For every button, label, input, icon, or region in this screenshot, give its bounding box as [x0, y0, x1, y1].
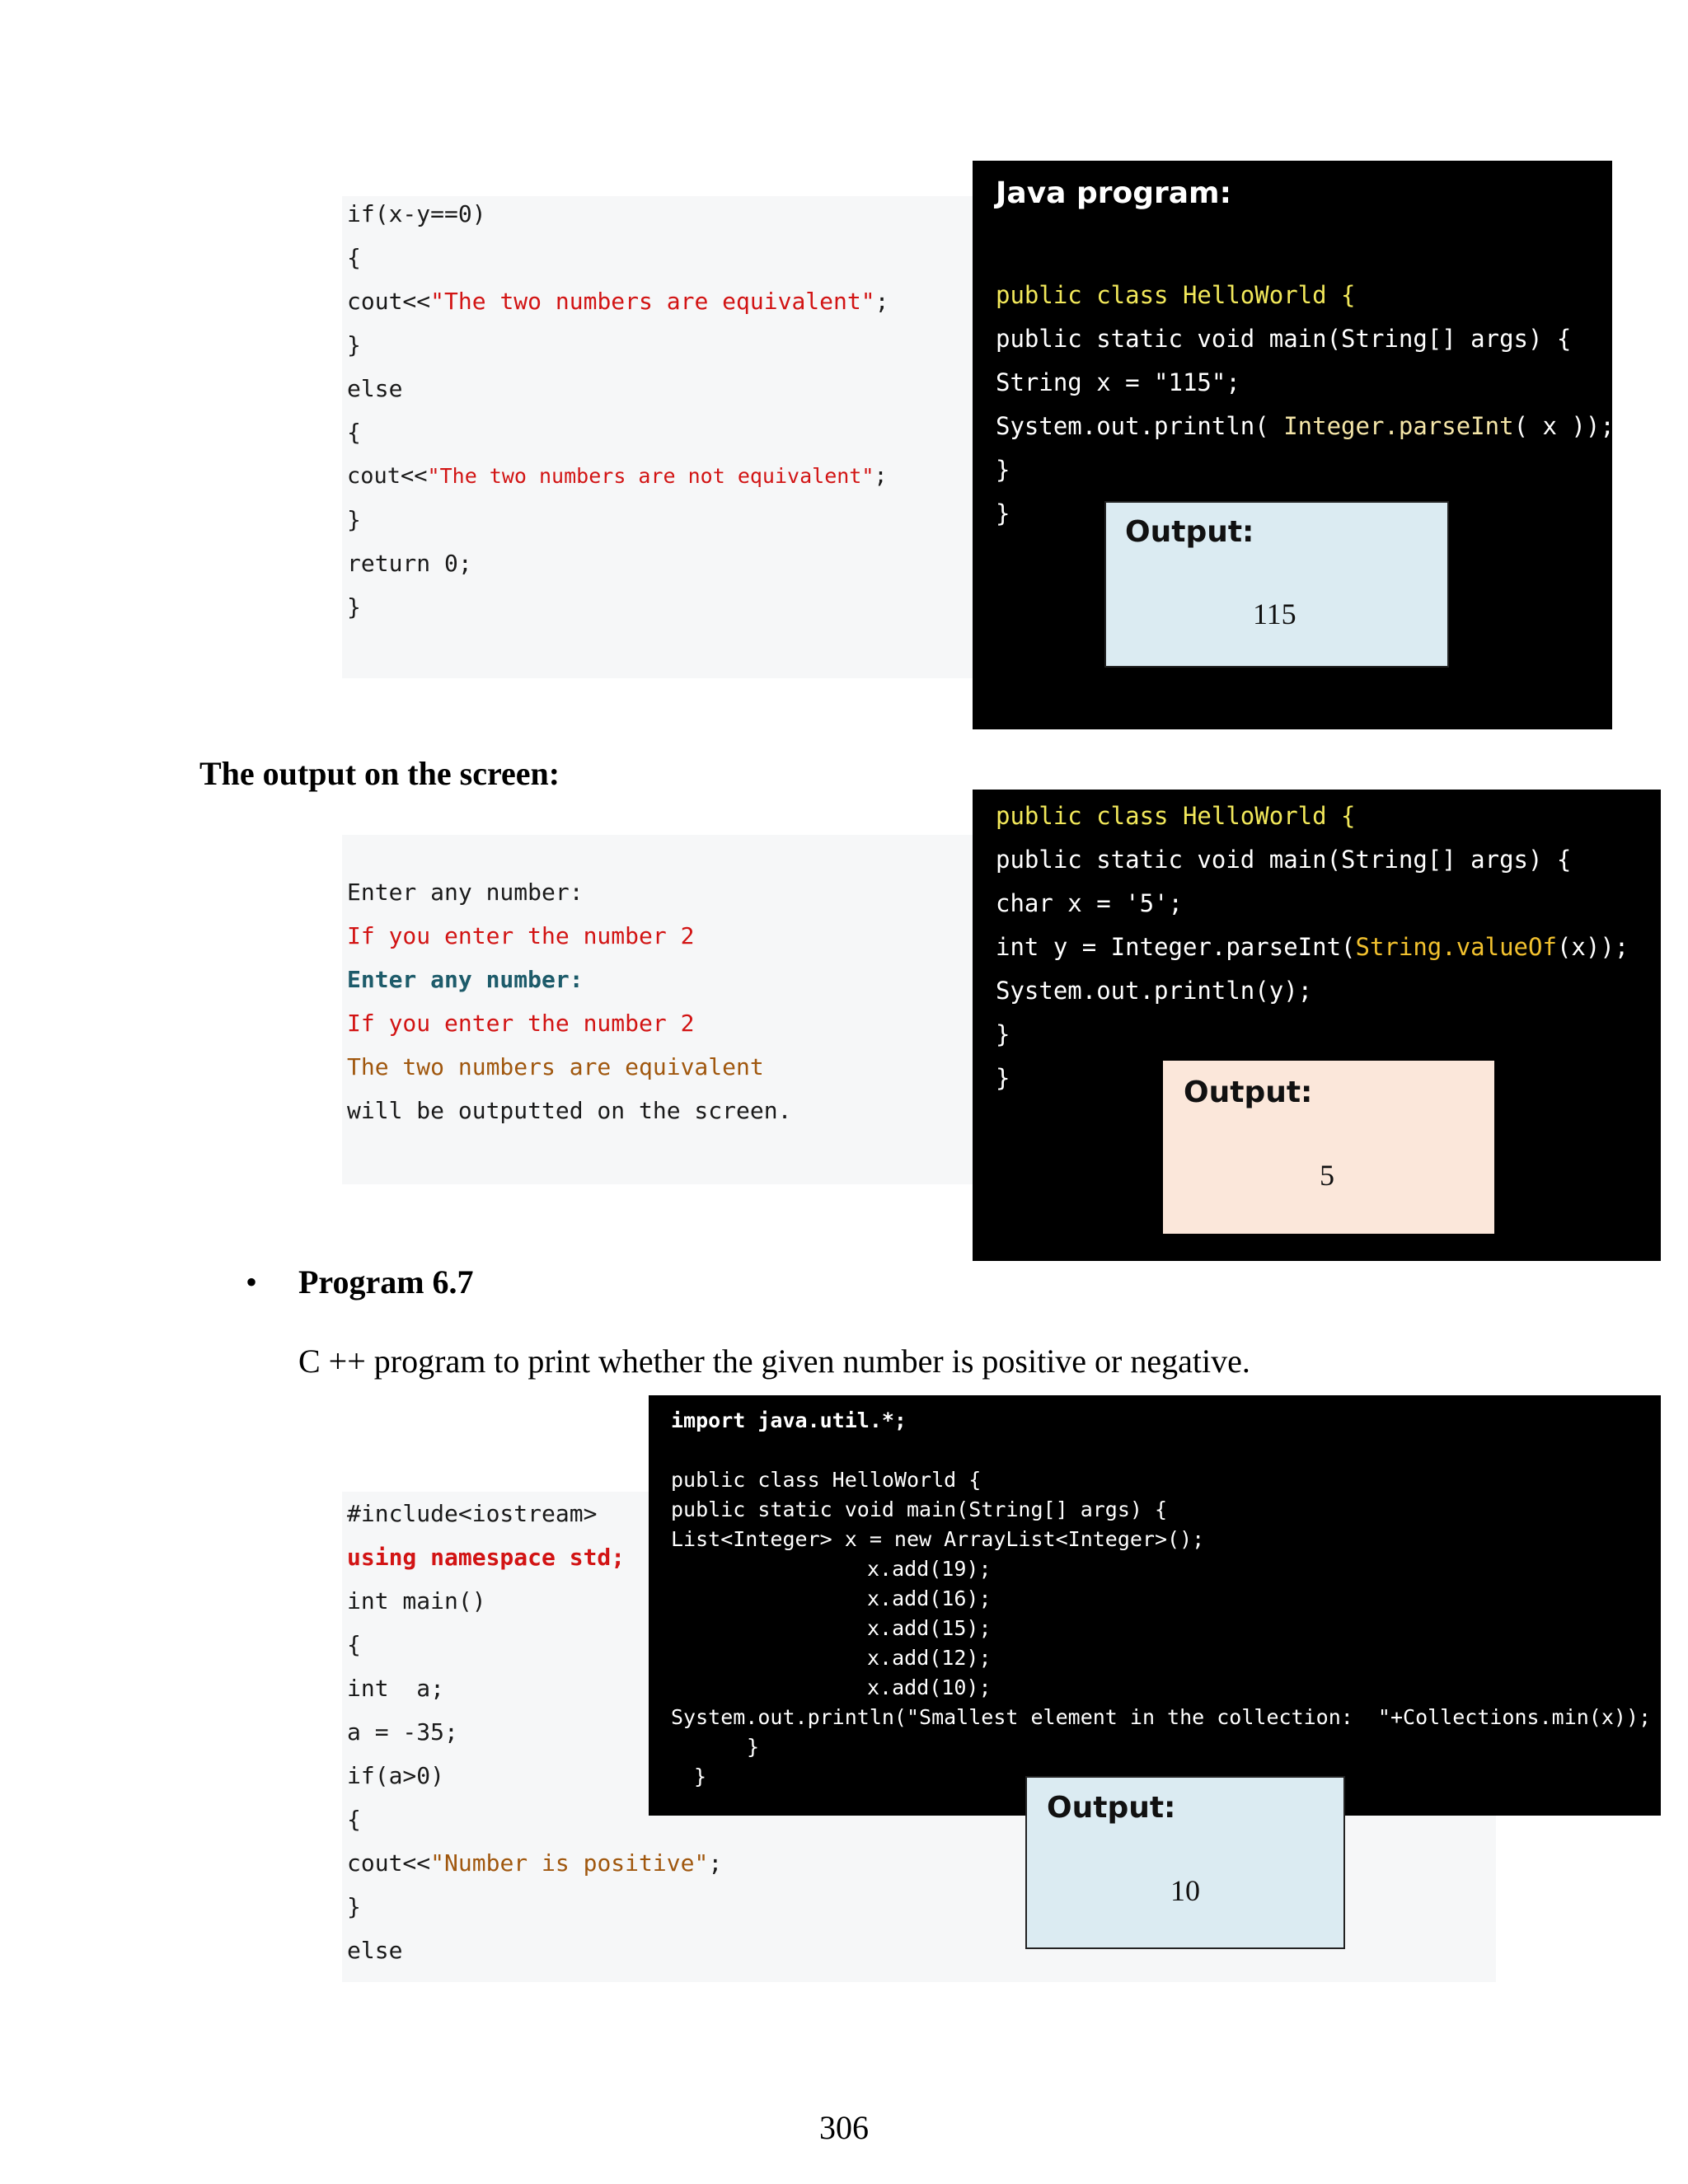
output-line: The two numbers are equivalent [347, 1053, 764, 1080]
program-title: Program 6.7 [298, 1263, 474, 1301]
output-line: Enter any number: [347, 879, 584, 906]
string-literal: "Number is positive" [430, 1849, 709, 1877]
code-line: int main() [347, 1587, 486, 1615]
code-line: else [347, 1937, 403, 1964]
bullet: • [246, 1263, 258, 1301]
string-literal: "The two numbers are equivalent" [430, 288, 875, 315]
program-description: C ++ program to print whether the given number is positive or negative. [298, 1343, 1250, 1380]
code-line: char x = '5'; [996, 889, 1183, 917]
code-line: public class HelloWorld { [996, 281, 1356, 309]
code-token: cout<< [347, 463, 428, 489]
code-line: public static void main(String[] args) { [996, 846, 1572, 874]
code-line: a = -35; [347, 1718, 458, 1746]
code-line: } [347, 506, 361, 533]
method-name: Integer.parseInt [1283, 412, 1514, 440]
code-line [996, 405, 1615, 448]
output-value: 5 [1320, 1159, 1334, 1192]
java-code-1-lines [996, 274, 1615, 536]
code-line: { [347, 1631, 361, 1658]
code-token: ; [874, 463, 888, 489]
code-line: } [996, 499, 1010, 527]
output-label: Output: [1125, 515, 1254, 549]
code-line [996, 926, 1629, 969]
code-line: return 0; [347, 550, 472, 577]
java-code-2-lines [996, 794, 1629, 1100]
output-line: If you enter the number 2 [347, 922, 695, 949]
code-line: else [347, 375, 403, 402]
code-line: } [996, 1064, 1010, 1092]
output-line: Enter any number: [347, 966, 584, 993]
code-token: ( x )); [1513, 412, 1615, 440]
code-line: { [347, 244, 361, 271]
code-line: x.add(15); [867, 1616, 992, 1640]
code-line: List<Integer> x = new ArrayList<Integer>(); [671, 1527, 1205, 1551]
code-line: x.add(16); [867, 1586, 992, 1610]
code-line: } [747, 1735, 760, 1759]
code-line: System.out.println(y); [996, 977, 1313, 1005]
code-line: using namespace std; [347, 1544, 626, 1571]
code-line: { [347, 419, 361, 446]
code-token: System.out.println( [996, 412, 1284, 440]
code-line: if(x-y==0) [347, 200, 486, 227]
code-line: } [347, 593, 361, 621]
code-line: String x = "115"; [996, 368, 1240, 396]
code-token: ; [708, 1849, 723, 1877]
code-line: public class HelloWorld { [996, 802, 1356, 830]
code-token: cout<< [347, 1849, 431, 1877]
code-line: } [996, 456, 1010, 484]
output-line: If you enter the number 2 [347, 1010, 695, 1037]
code-line: if(a>0) [347, 1762, 445, 1789]
code-line [347, 1841, 722, 1885]
screen-output-lines [347, 870, 791, 1132]
code-line: int a; [347, 1675, 445, 1702]
output-label: Output: [1047, 1791, 1176, 1825]
output-value: 115 [1253, 598, 1296, 630]
output-value: 10 [1170, 1874, 1200, 1907]
code-line [671, 1436, 1651, 1465]
page-number: 306 [819, 2109, 869, 2146]
output-line: will be outputted on the screen. [347, 1097, 792, 1124]
code-line: #include<iostream> [347, 1500, 598, 1527]
code-line: } [347, 1893, 361, 1920]
code-line: import java.util.*; [671, 1408, 907, 1432]
string-literal: "The two numbers are not equivalent" [427, 464, 874, 488]
code-line: } [347, 331, 361, 359]
code-line: x.add(10); [867, 1675, 992, 1699]
cpp-code-top-lines [347, 192, 889, 629]
java-program-title: Java program: [996, 176, 1231, 210]
code-token: (x)); [1556, 933, 1629, 961]
code-token: ; [874, 288, 889, 315]
code-line: } [996, 1020, 1010, 1048]
code-token: cout<< [347, 288, 431, 315]
code-line [347, 279, 889, 323]
code-line: } [694, 1765, 707, 1788]
code-line: { [347, 1806, 361, 1833]
code-token: int y = Integer.parseInt( [996, 933, 1356, 961]
code-line: System.out.println("Smallest element in the collection: "+Collections.min(x)); [671, 1705, 1652, 1729]
code-line: public static void main(String[] args) { [996, 325, 1572, 353]
section-heading: The output on the screen: [199, 755, 560, 792]
code-line: public class HelloWorld { [671, 1468, 982, 1492]
java-code-3-lines [671, 1406, 1651, 1792]
code-line: x.add(12); [867, 1646, 992, 1670]
code-line: x.add(19); [867, 1557, 992, 1581]
code-line [347, 454, 889, 498]
output-label: Output: [1184, 1076, 1313, 1109]
code-line: public static void main(String[] args) { [671, 1497, 1168, 1521]
method-name: String.valueOf [1355, 933, 1557, 961]
